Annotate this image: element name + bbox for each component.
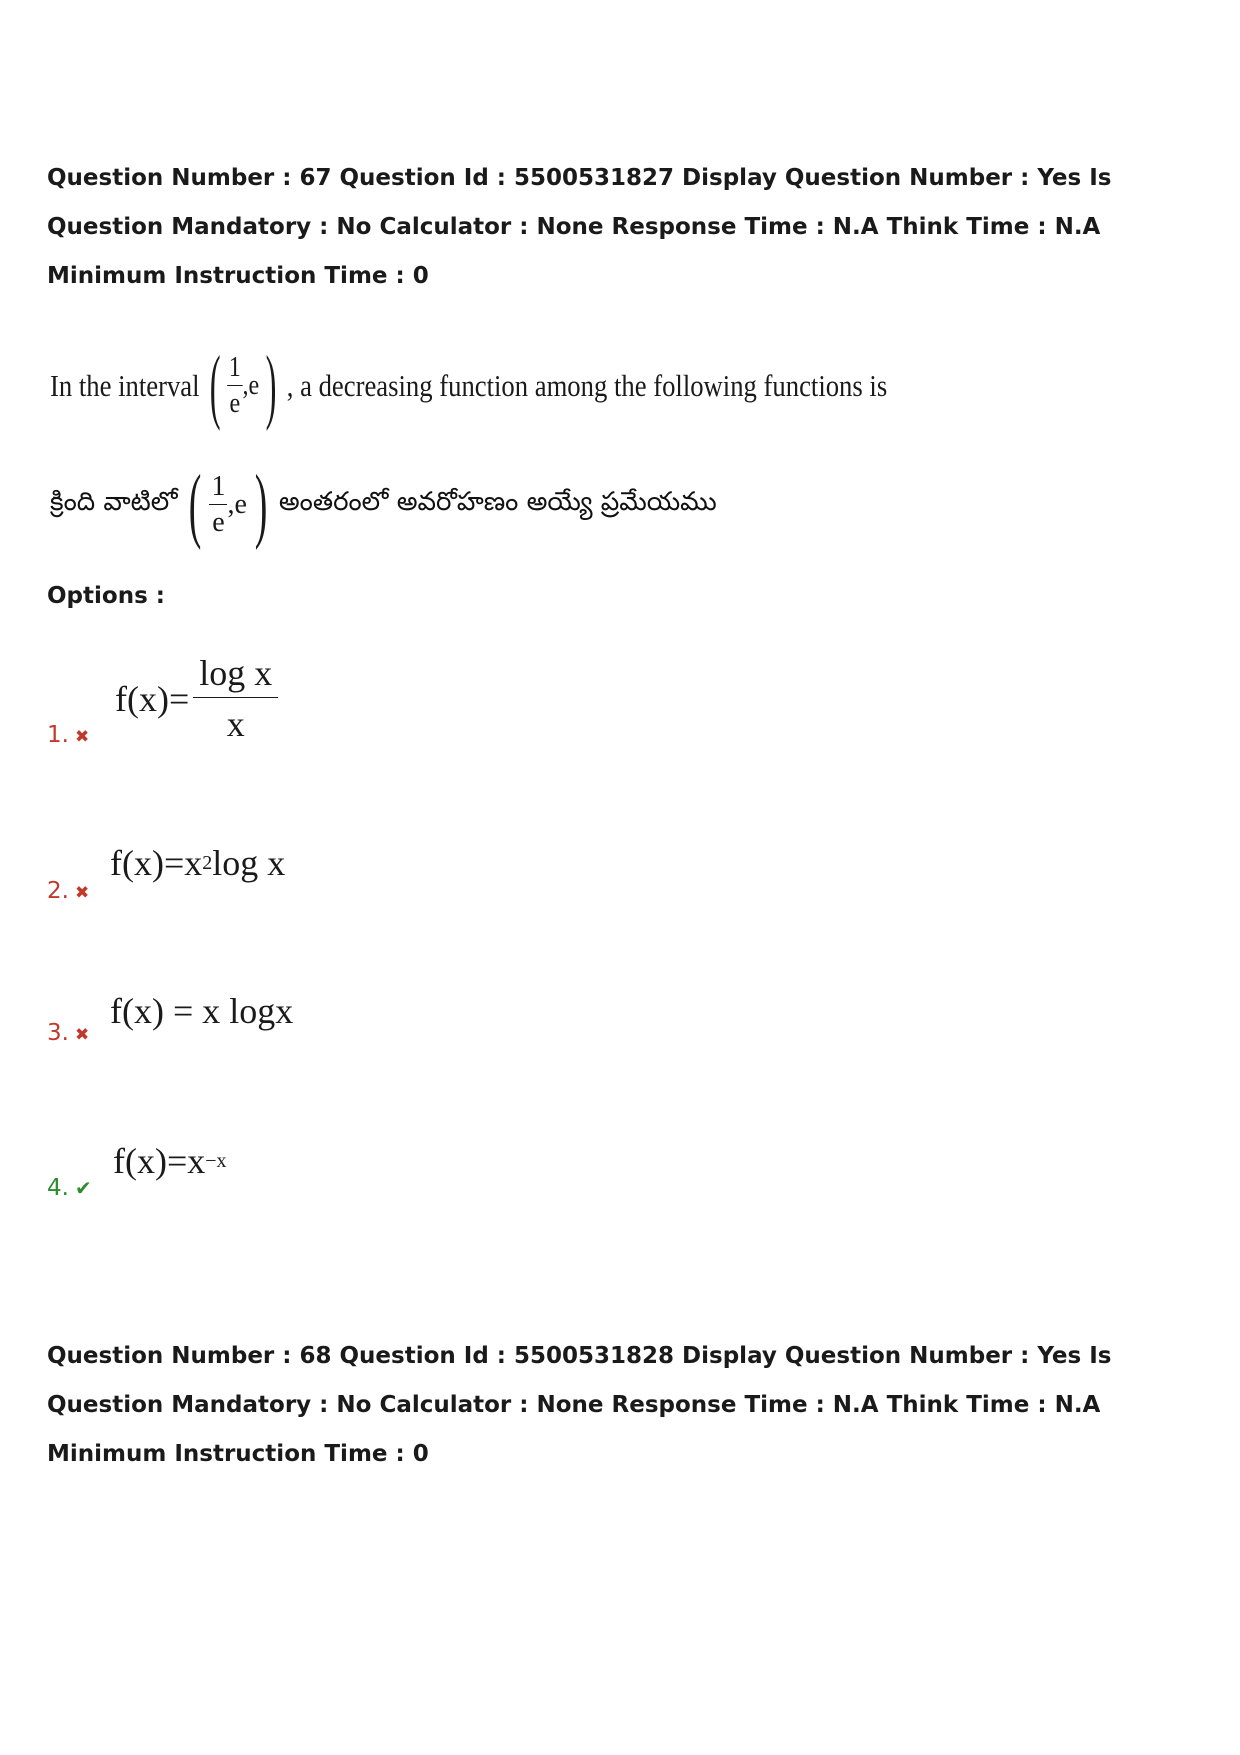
telugu-prefix: క్రింది వాటిలో (50, 487, 178, 517)
option-4-formula: f(x)=x −x (113, 1141, 227, 1181)
option-1-formula: f(x)= $\frac{\text{log x}}{x}$ (115, 655, 278, 742)
question-67-metadata: Question Number : 67 Question Id : 5500531827 Display Question Number : Yes Is Question Mandatory : No Calculator : None Response Time : N.A Think Time : N.A Minimum Instruction Time : 0 (47, 165, 1112, 289)
question-text-telugu (50, 458, 717, 551)
question-prefix: In the interval (50, 368, 200, 403)
option-2-number: 2. ✖ (47, 878, 90, 904)
wrong-icon: ✖ (74, 1025, 90, 1045)
check-icon: ✔ (74, 1176, 92, 1200)
options-label: Options : (47, 583, 165, 609)
option-3-number: 3. ✖ (47, 1020, 90, 1046)
option-2-formula: f(x)=x 2 log x (110, 843, 286, 883)
interval-fraction: $\frac{1}{e}$ (228, 352, 241, 419)
option-1-number: 1. ✖ (47, 722, 90, 748)
option-3-formula: f(x) = x logx (110, 991, 294, 1031)
question-suffix: , a decreasing function among the following functions is (286, 368, 888, 403)
question-text-english (50, 339, 888, 432)
interval-expression: ( $\frac{1}{e}$ ,e ) (209, 339, 277, 432)
question-68-metadata: Question Number : 68 Question Id : 5500531828 Display Question Number : Yes Is Question Mandatory : No Calculator : None Response Time : N.A Think Time : N.A Minimum Instruction Time : 0 (47, 1343, 1112, 1467)
telugu-suffix: అంతరంలో అవరోహణం అయ్యే ప్రమేయము (278, 487, 717, 517)
wrong-icon: ✖ (74, 883, 90, 903)
wrong-icon: ✖ (74, 727, 90, 747)
interval-expression-telugu: ( $\frac{1}{e}$ ,e ) (189, 458, 268, 551)
option-4-number: 4. ✔ (47, 1175, 92, 1201)
